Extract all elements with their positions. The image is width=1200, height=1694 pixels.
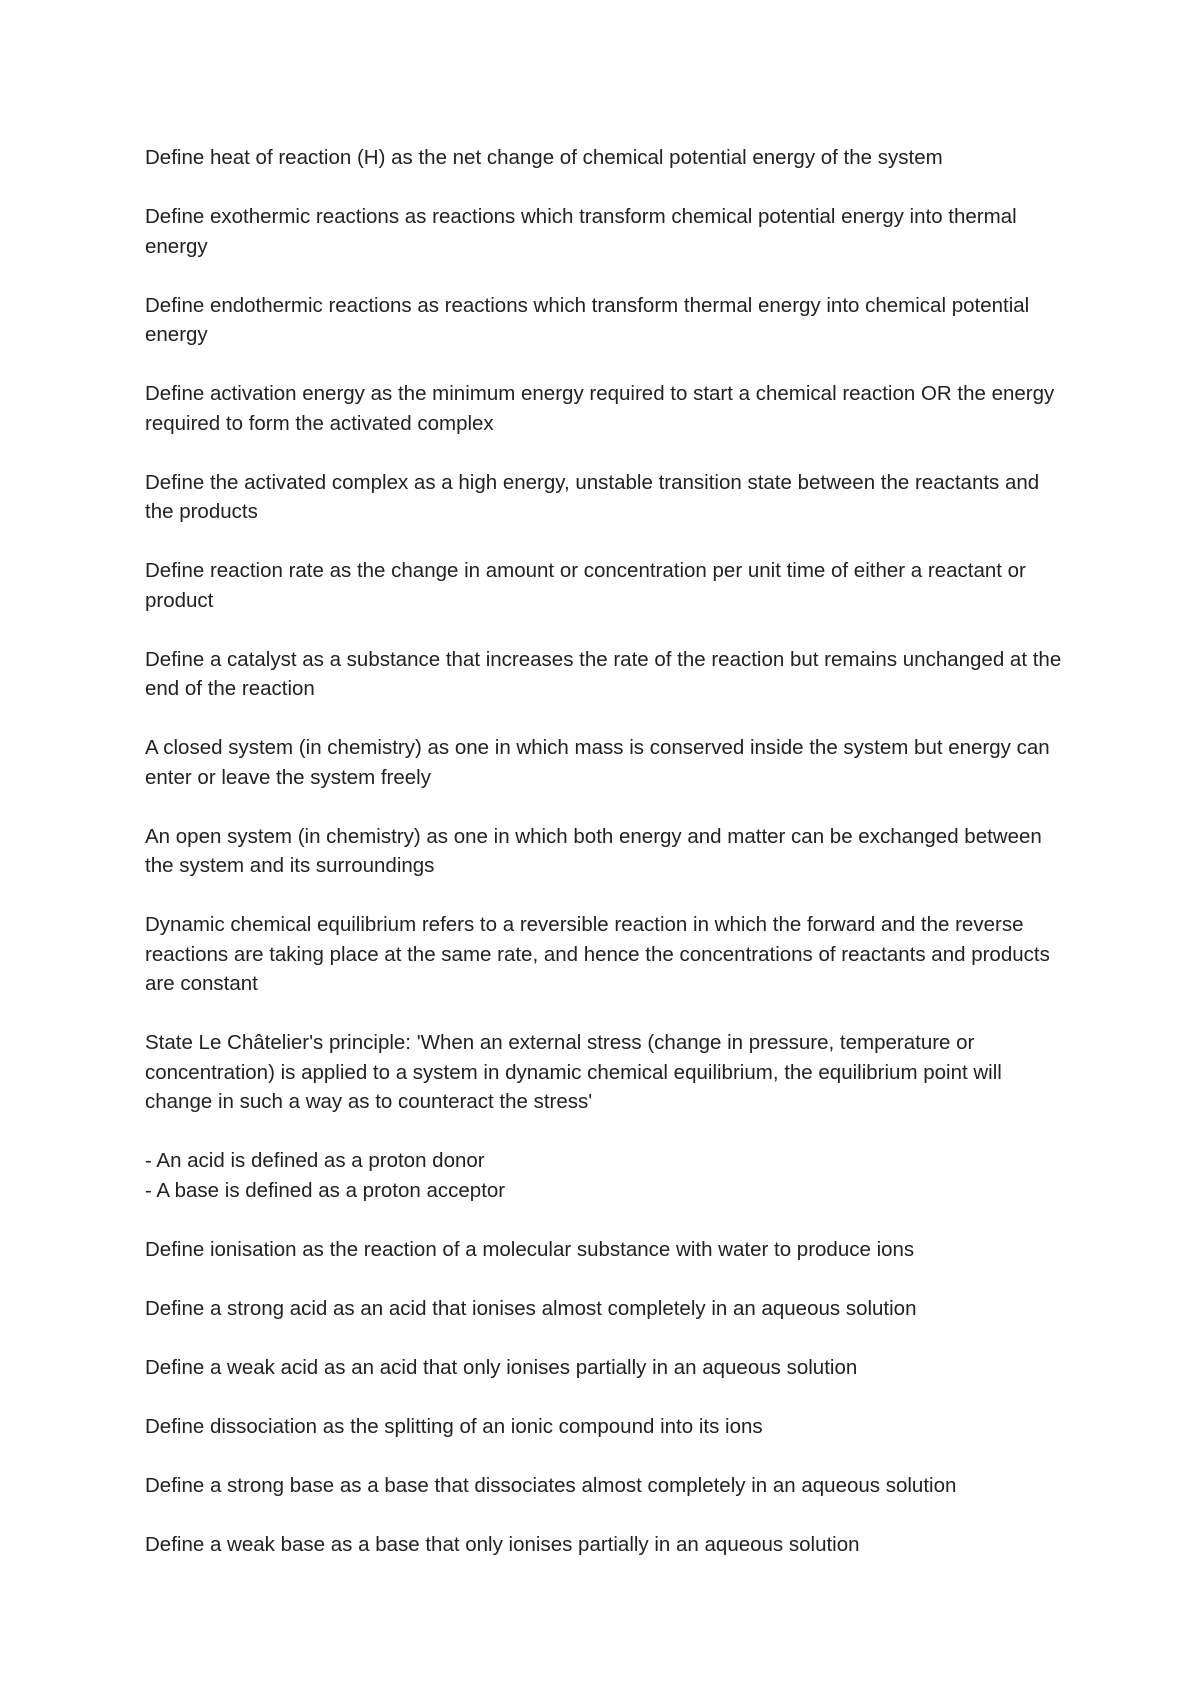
- definition-weak-acid: Define a weak acid as an acid that only ionises partially in an aqueous solution: [145, 1355, 858, 1379]
- definition-dissociation: Define dissociation as the splitting of an ionic compound into its ions: [145, 1414, 763, 1438]
- definition-catalyst: Define a catalyst as a substance that increases the rate of the reaction but remains unchanged at the end of the reaction: [145, 647, 1062, 700]
- definition-activation-energy: Define activation energy as the minimum energy required to start a chemical reaction OR the energy required to form the activated complex: [145, 382, 1055, 435]
- acid-base-definitions: - An acid is defined as a proton donor - A base is defined as a proton acceptor: [145, 1149, 506, 1202]
- definition-weak-base: Define a weak base as a base that only ionises partially in an aqueous solution: [145, 1532, 860, 1556]
- definition-endothermic: Define endothermic reactions as reactions which transform thermal energy into chemical potential energy: [145, 293, 1030, 346]
- definition-strong-acid: Define a strong acid as an acid that ionises almost completely in an aqueous solution: [145, 1296, 917, 1320]
- definition-open-system: An open system (in chemistry) as one in which both energy and matter can be exchanged between the system and its surroundings: [145, 824, 1042, 877]
- definition-heat-of-reaction: Define heat of reaction (H) as the net change of chemical potential energy of the system: [145, 146, 943, 169]
- definition-closed-system: A closed system (in chemistry) as one in which mass is conserved inside the system but energy can enter or leave the system freely: [145, 736, 1050, 789]
- definition-activated-complex: Define the activated complex as a high energy, unstable transition state between the reactants and the products: [145, 470, 1040, 523]
- le-chatelier-principle: State Le Châtelier's principle: 'When an external stress (change in pressure, temperature or concentration) is applied to a system in dynamic chemical equilibrium, the equilibrium point will change in such a way as to counteract the stress': [145, 1031, 1002, 1113]
- definition-ionisation: Define ionisation as the reaction of a molecular substance with water to produce ions: [145, 1237, 915, 1261]
- definition-exothermic: Define exothermic reactions as reactions which transform chemical potential energy into thermal energy: [145, 205, 1017, 258]
- definition-reaction-rate: Define reaction rate as the change in amount or concentration per unit time of either a reactant or product: [145, 559, 1026, 612]
- document-body: [145, 143, 1065, 1589]
- definition-strong-base: Define a strong base as a base that dissociates almost completely in an aqueous solution: [145, 1473, 957, 1497]
- definition-dynamic-equilibrium: Dynamic chemical equilibrium refers to a reversible reaction in which the forward and the reverse reactions are taking place at the same rate, and hence the concentrations of reactants and products are constant: [145, 913, 1050, 995]
